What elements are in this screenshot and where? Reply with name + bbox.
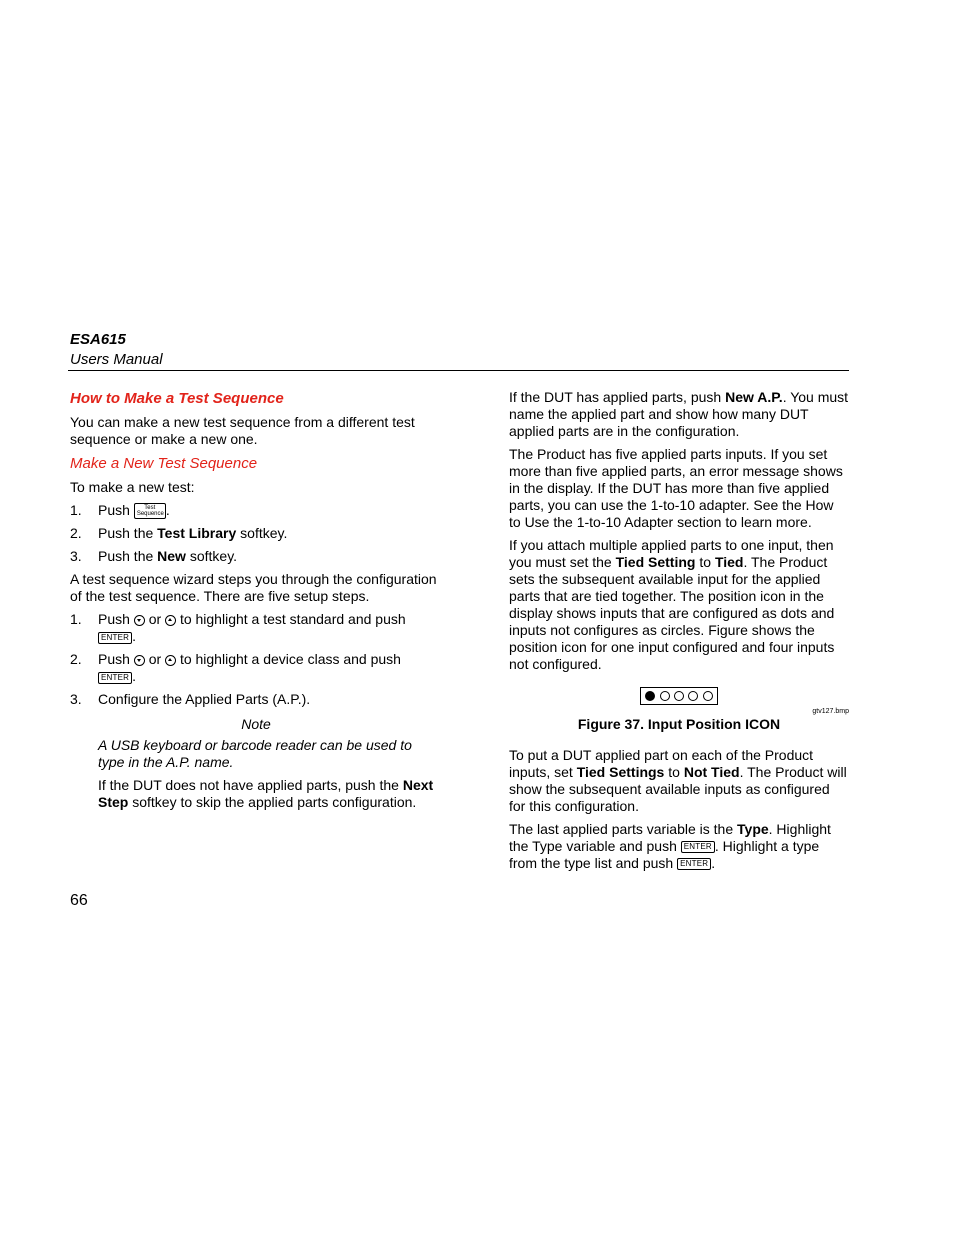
unconfigured-input-circle-icon xyxy=(674,691,684,701)
to-make-text: To make a new test: xyxy=(70,479,195,495)
item-text: or xyxy=(148,651,162,668)
type-paragraph xyxy=(509,821,849,872)
tied-setting-paragraph xyxy=(509,537,849,673)
item-number: 1. xyxy=(70,611,82,628)
paragraph-text: To put a DUT applied part on each of the Product inputs, set xyxy=(509,747,814,780)
key-label: Sequence xyxy=(136,511,164,518)
up-arrow-icon xyxy=(165,615,176,626)
paragraph-text: . Highlight the Type variable and push xyxy=(509,821,831,854)
down-arrow-icon xyxy=(134,655,145,666)
paragraph-text: If the DUT has applied parts, push xyxy=(509,389,726,405)
item-text: softkey. xyxy=(236,525,288,542)
down-arrow-icon xyxy=(134,615,145,626)
paragraph-text: . Highlight a type from the type list and push xyxy=(509,838,820,871)
figure-caption: Figure 37. Input Position ICON xyxy=(577,716,781,732)
softkey-name: Test Library xyxy=(157,525,237,542)
not-tied-paragraph xyxy=(509,747,849,815)
punctuation: . xyxy=(132,668,137,685)
configured-input-dot-icon xyxy=(645,691,655,701)
paragraph-text: If you attach multiple applied parts to one input, then you must set the xyxy=(509,537,834,570)
item-number: 1. xyxy=(70,502,82,518)
list-item xyxy=(70,691,442,708)
item-text: softkey. xyxy=(185,548,238,565)
softkey-name: New xyxy=(157,548,186,565)
item-text: Push the xyxy=(98,525,158,542)
setting-value: Not Tied xyxy=(683,764,740,780)
document-title: ESA615 xyxy=(70,331,126,348)
item-text: Push xyxy=(98,611,130,628)
left-column xyxy=(70,389,442,817)
new-ap-paragraph xyxy=(509,389,849,440)
punctuation: . xyxy=(132,628,137,645)
item-text: Configure the Applied Parts (A.P.). xyxy=(98,691,311,708)
unconfigured-input-circle-icon xyxy=(688,691,698,701)
right-column xyxy=(509,389,849,878)
five-inputs-paragraph: The Product has five applied parts inputs. If you set more than five applied parts, an error message shows in the display. If the DUT has more than five applied parts, you can use the 1-to-10 adapter. See the How to Use the 1-to-10 Adapter section to learn more. xyxy=(509,446,843,530)
section-heading: How to Make a Test Sequence xyxy=(70,390,284,407)
paragraph-text: to xyxy=(695,554,715,570)
item-number: 2. xyxy=(70,651,82,668)
subsection-heading: Make a New Test Sequence xyxy=(70,455,258,472)
note-body: A USB keyboard or barcode reader can be used to type in the A.P. name. xyxy=(98,737,412,771)
enter-key-icon: ENTER xyxy=(98,632,132,644)
item-text: to highlight a device class and push xyxy=(179,651,401,668)
punctuation: . xyxy=(165,502,170,518)
item-number: 3. xyxy=(70,691,82,708)
list-item xyxy=(70,611,442,645)
up-arrow-icon xyxy=(165,655,176,666)
item-text: Push xyxy=(98,502,130,518)
item-number: 3. xyxy=(70,548,82,565)
paragraph-text: . The Product will show the subsequent available inputs as configured for this configuration. xyxy=(509,764,847,814)
setting-value: Tied xyxy=(714,554,744,570)
list-item xyxy=(70,651,442,685)
test-sequence-key-icon xyxy=(134,503,166,519)
list-item xyxy=(70,525,442,542)
input-position-icon xyxy=(640,687,718,705)
unconfigured-input-circle-icon xyxy=(660,691,670,701)
header-rule xyxy=(68,370,849,371)
paragraph-text: If the DUT does not have applied parts, push the xyxy=(98,777,403,794)
intro-paragraph: You can make a new test sequence from a different test sequence or make a new one. xyxy=(70,414,415,447)
item-text: Push xyxy=(98,651,130,668)
enter-key-icon: ENTER xyxy=(681,841,715,853)
enter-key-icon: ENTER xyxy=(98,672,132,684)
paragraph-text: . xyxy=(711,855,716,871)
paragraph-text: . The Product sets the subsequent available input for the applied parts that are tied together. The position icon in the display shows inputs that are configured as dots and inputs not configures as circles. Figure shows the position icon for one input configured and four inputs not configured. xyxy=(509,554,835,672)
setting-name: Tied Setting xyxy=(615,554,696,570)
note-title: Note xyxy=(241,716,271,733)
figure-filename: gtv127.bmp xyxy=(812,708,849,715)
paragraph-text: The last applied parts variable is the xyxy=(509,821,738,837)
item-text: Push the xyxy=(98,548,158,565)
no-applied-parts-paragraph xyxy=(70,777,442,811)
item-number: 2. xyxy=(70,525,82,542)
paragraph-text: . You must name the applied part and show how many DUT applied parts are in the configuration. xyxy=(509,389,849,439)
list-item xyxy=(70,502,442,519)
setting-name: Tied Settings xyxy=(576,764,665,780)
softkey-name: Next Step xyxy=(98,777,434,811)
softkey-name: New A.P. xyxy=(725,389,783,405)
key-label: Test xyxy=(144,505,156,512)
variable-name: Type xyxy=(737,821,769,837)
list-item xyxy=(70,548,442,565)
wizard-paragraph: A test sequence wizard steps you through the configuration of the test sequence. There are five setup steps. xyxy=(70,571,437,605)
item-text: to highlight a test standard and push xyxy=(179,611,406,628)
item-text: or xyxy=(148,611,162,628)
paragraph-text: to xyxy=(664,764,684,780)
unconfigured-input-circle-icon xyxy=(703,691,713,701)
document-subtitle: Users Manual xyxy=(70,351,163,368)
enter-key-icon: ENTER xyxy=(677,858,711,870)
page-number: 66 xyxy=(70,892,88,909)
paragraph-text: softkey to skip the applied parts configuration. xyxy=(128,794,417,811)
